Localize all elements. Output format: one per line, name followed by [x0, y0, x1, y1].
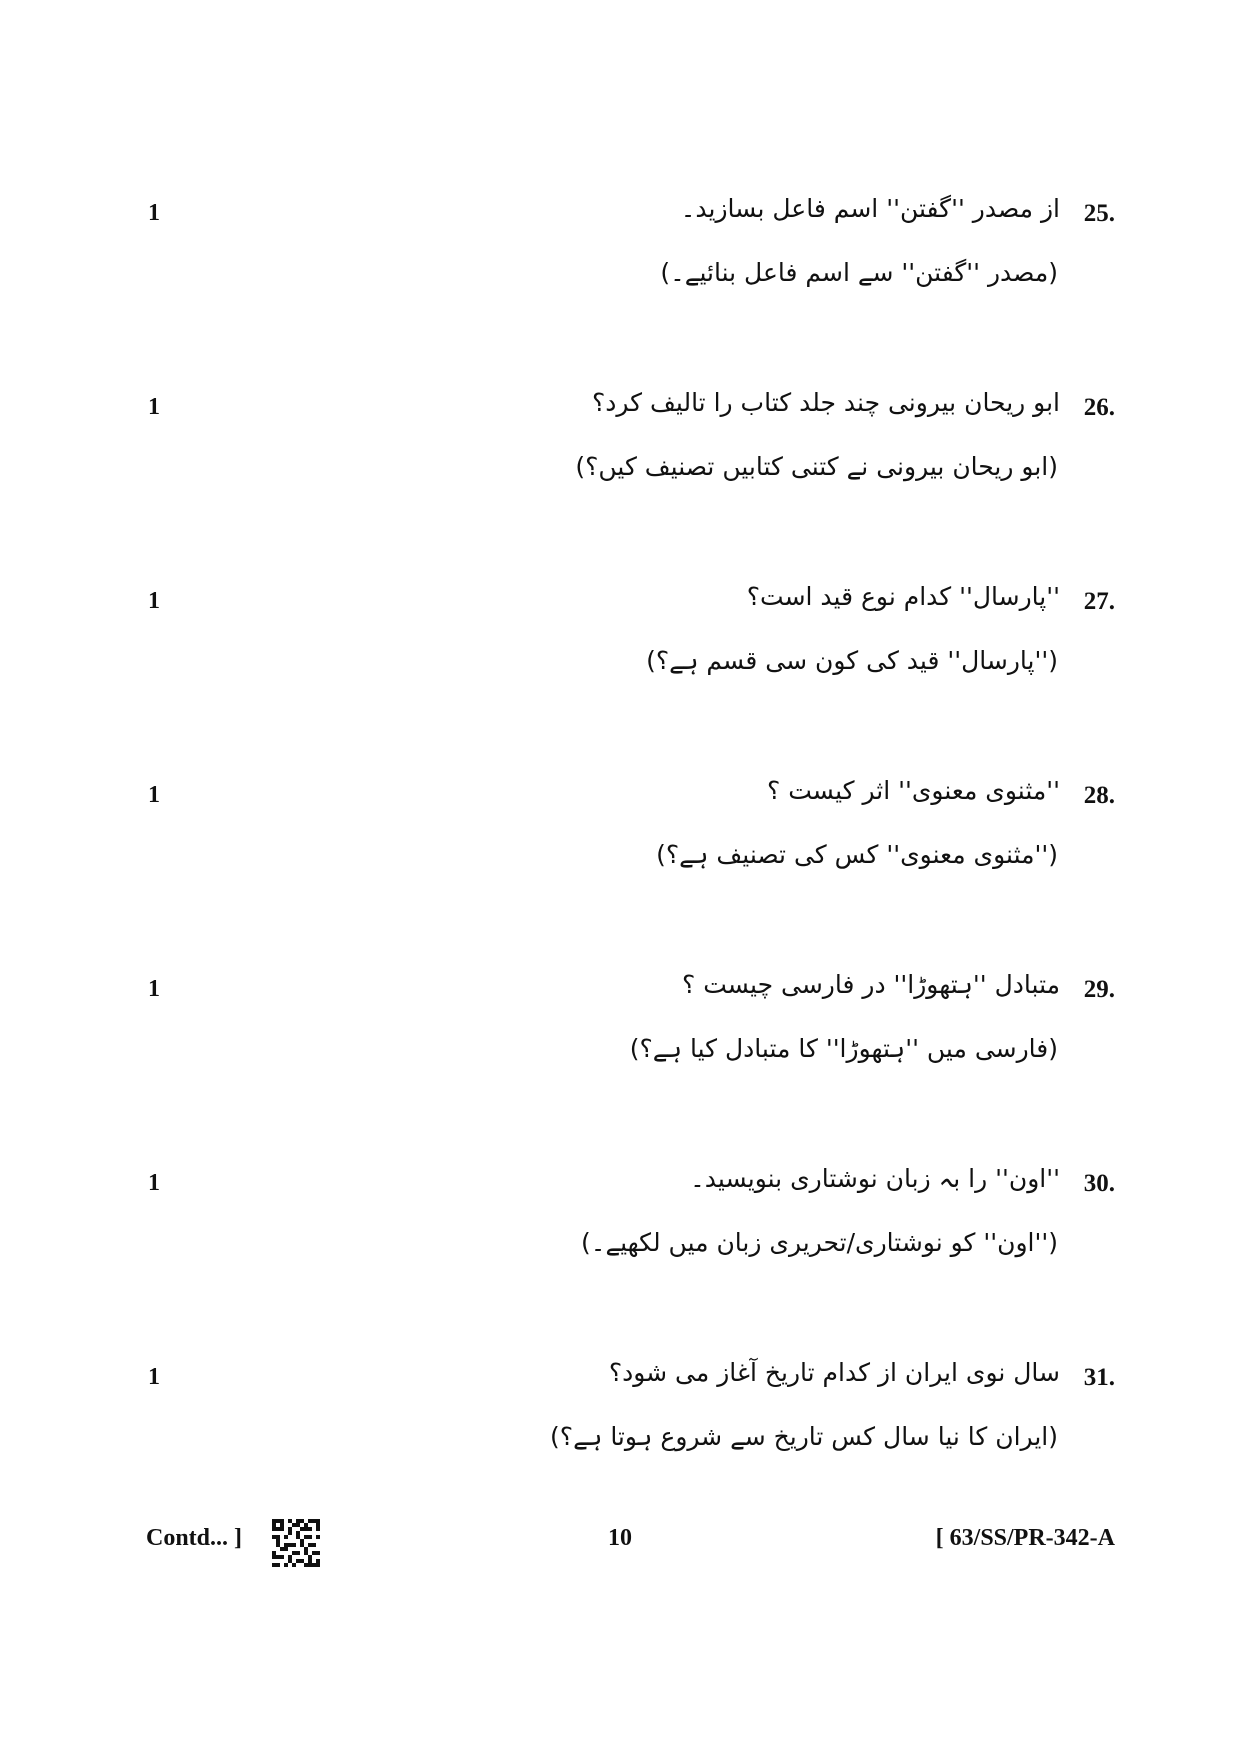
- question-translation: (''پارسال'' قید کی کون سی قسم ہے؟): [646, 646, 1058, 675]
- question-text: ابو ریحان بیرونی چند جلد کتاب را تالیف کرد؟: [591, 388, 1060, 417]
- question-text: از مصدر ''گفتن'' اسم فاعل بسازید۔: [680, 194, 1060, 223]
- marks: 1: [148, 394, 160, 420]
- marks: 1: [148, 976, 160, 1002]
- question-number: 31.: [1083, 1364, 1115, 1391]
- question-text: ''مثنوی معنوی'' اثر کیست ؟: [767, 776, 1060, 805]
- question-translation: (ایران کا نیا سال کس تاریخ سے شروع ہوتا ہے؟): [550, 1422, 1058, 1451]
- question-translation: (فارسی میں ''ہتھوڑا'' کا متبادل کیا ہے؟): [629, 1034, 1058, 1063]
- marks: 1: [148, 1364, 160, 1390]
- marks: 1: [148, 588, 160, 614]
- contd-label: Contd... ]: [146, 1525, 243, 1551]
- question-translation: (''مثنوی معنوی'' کس کی تصنیف ہے؟): [656, 840, 1058, 869]
- question-translation: (ابو ریحان بیرونی نے کتنی کتابیں تصنیف کیں؟): [575, 452, 1058, 481]
- question-26: [0, 388, 1240, 534]
- paper-code: [ 63/SS/PR-342-A: [935, 1525, 1115, 1551]
- question-translation: (مصدر ''گفتن'' سے اسم فاعل بنائیے۔): [660, 258, 1058, 287]
- page-footer: [0, 1525, 1240, 1565]
- marks: 1: [148, 200, 160, 226]
- question-number: 28.: [1083, 782, 1115, 809]
- question-31: [0, 1358, 1240, 1504]
- question-translation: (''اون'' کو نوشتاری/تحریری زبان میں لکھیے۔): [581, 1228, 1058, 1257]
- question-25: [0, 194, 1240, 340]
- question-text: ''اون'' را بہ زبان نوشتاری بنویسید۔: [690, 1164, 1060, 1193]
- question-number: 30.: [1083, 1170, 1115, 1197]
- question-text: سال نوی ایران از کدام تاریخ آغاز می شود؟: [608, 1358, 1060, 1387]
- qr-code-icon: [272, 1519, 320, 1567]
- marks: 1: [148, 1170, 160, 1196]
- marks: 1: [148, 782, 160, 808]
- question-30: [0, 1164, 1240, 1310]
- question-number: 27.: [1083, 588, 1115, 615]
- question-number: 29.: [1083, 976, 1115, 1003]
- question-text: ''پارسال'' کدام نوع قید است؟: [746, 582, 1060, 611]
- question-29: [0, 970, 1240, 1116]
- question-number: 25.: [1083, 200, 1115, 227]
- question-number: 26.: [1083, 394, 1115, 421]
- question-text: متبادل ''ہتھوڑا'' در فارسی چیست ؟: [681, 970, 1060, 999]
- page-number: 10: [608, 1525, 632, 1551]
- question-28: [0, 776, 1240, 922]
- question-27: [0, 582, 1240, 728]
